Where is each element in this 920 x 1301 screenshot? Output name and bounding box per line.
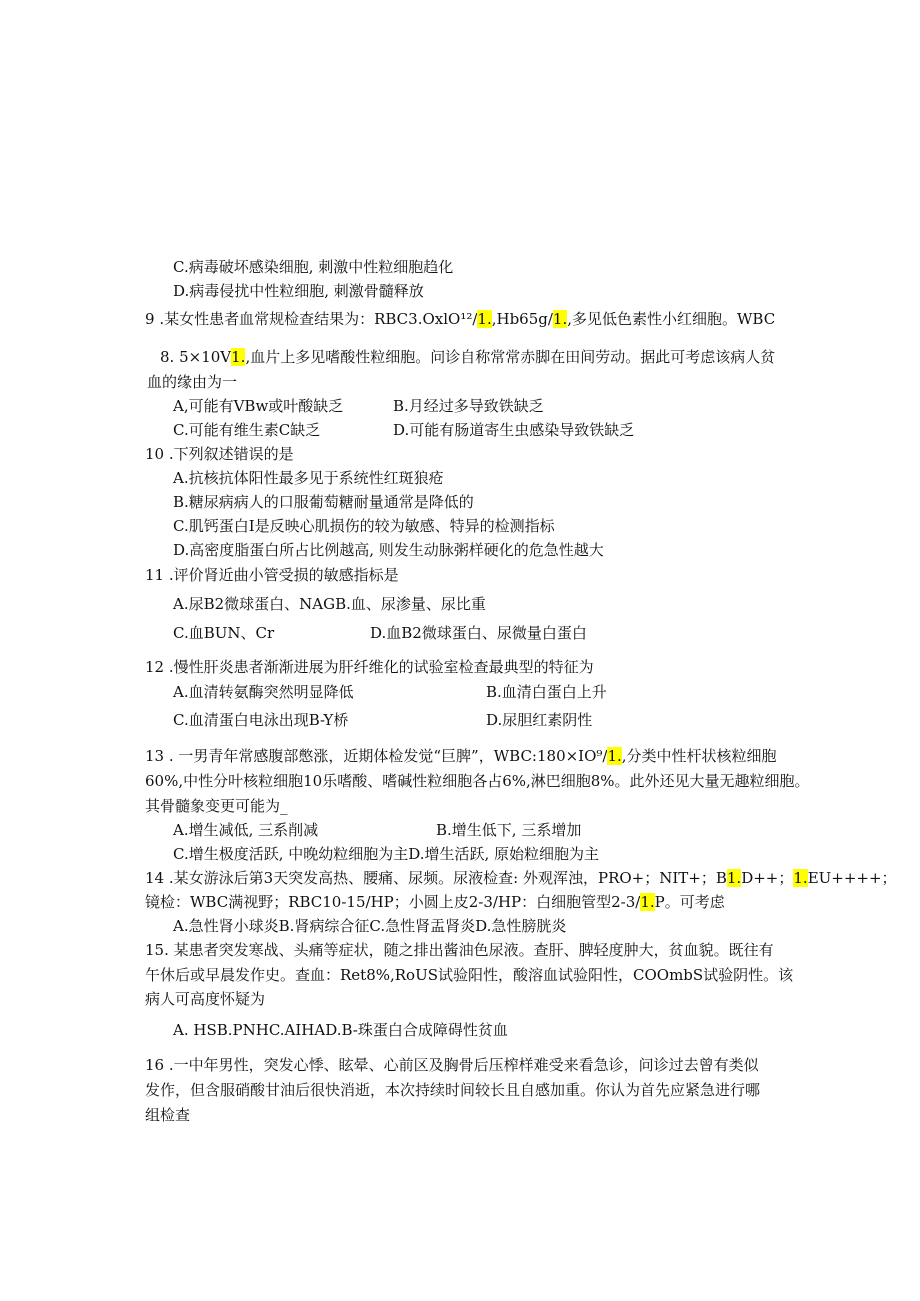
question-number: 9 [145, 310, 155, 328]
question-text: 8. 5×10V [160, 348, 232, 366]
question-15-cont2: 病人可高度怀疑为 [145, 990, 266, 1008]
option-13a: A.增生减低, 三系削减 [173, 821, 319, 839]
question-text: D++； [741, 869, 794, 887]
question-16-cont: 发作，但含服硝酸甘油后很快消逝，本次持续时间较长且自感加重。你认为首先应紧急进行哪 [145, 1081, 761, 1099]
option-8d: D.可能有肠道寄生虫感染导致铁缺乏 [393, 421, 635, 439]
question-text: ,分类中性杆状核粒细胞 [621, 747, 777, 765]
option-15: A. HSB.PNHC.AIHAD.B-珠蛋白合成障碍性贫血 [173, 1021, 508, 1039]
question-15: 15. 某患者突发寒战、头痛等症状，随之排出酱油色尿液。查肝、脾轻度肿大，贫血貌。既往有 [145, 941, 774, 959]
option-11ab: A.尿B2微球蛋白、NAGB.血、尿渗量、尿比重 [173, 595, 486, 613]
option-13b: B.增生低下, 三系增加 [436, 821, 582, 839]
option-12c: C.血清蛋白电泳出现B-Y桥 [173, 711, 349, 729]
question-text: .某女性患者血常规检查结果为：RBC3.OxlO¹²/ [154, 310, 478, 328]
question-text: 镜检：WBC满视野；RBC10-15/HP；小圆上皮2-3/HP：白细胞管型2-3/ [145, 893, 641, 911]
question-13 [145, 745, 777, 767]
option-13cd: C.增生极度活跃, 中晚幼粒细胞为主D.增生活跃, 原始粒细胞为主 [173, 845, 600, 863]
question-text: 14 .某女游泳后第3天突发高热、腰痛、尿频。尿液检查: 外观浑浊，PRO+；NIT+；B [145, 869, 727, 887]
option-8b: B.月经过多导致铁缺乏 [393, 397, 544, 415]
option-c-line: C.病毒破坏感染细胞, 刺激中性粒细胞趋化 [173, 258, 454, 276]
question-16: 16 .一中年男性，突发心悸、眩晕、心前区及胸骨后压榨样难受来看急诊，问诊过去曾有类似 [145, 1056, 759, 1074]
highlight: 1. [231, 348, 246, 366]
question-text: 13 . 一男青年常感腹部憋涨，近期体检发觉“巨脾”，WBC:180×IO⁹/ [145, 747, 608, 765]
question-13-cont: 60%,中性分叶核粒细胞10乐嗜酸、嗜碱性粒细胞各占6%,淋巴细胞8%。此外还见大量无趣粒细胞。 [145, 772, 810, 790]
option-10c: C.肌钙蛋白I是反映心肌损伤的较为敏感、特异的检测指标 [173, 517, 555, 535]
highlight: 1. [477, 310, 492, 328]
option-8c: C.可能有维生素C缺乏 [173, 421, 321, 439]
question-13-cont2: 其骨髓象变更可能为_ [145, 797, 288, 815]
question-12: 12 .慢性肝炎患者渐渐进展为肝纤维化的试验室检查最典型的特征为 [145, 658, 594, 676]
question-14 [145, 867, 897, 889]
highlight: 1. [793, 869, 808, 887]
option-10a: A.抗核抗体阳性最多见于系统性红斑狼疮 [173, 469, 444, 487]
option-11d: D.血B2微球蛋白、尿微量白蛋白 [370, 624, 587, 642]
highlight: 1. [726, 869, 742, 887]
question-15-cont: 午休后或早晨发作史。查血：Ret8%,RoUS试验阳性，酸溶血试验阳性，COOmbS试验阴性。该 [145, 966, 794, 984]
option-10b: B.糖尿病病人的口服葡萄糖耐量通常是降低的 [173, 493, 474, 511]
highlight: 1. [640, 893, 655, 911]
question-8 [160, 346, 775, 368]
question-10: 10 .下列叙述错误的是 [145, 445, 294, 463]
question-8-cont: 血的缘由为一 [147, 373, 238, 391]
question-text: ,血片上多见嗜酸性粒细胞。问诊自称常常赤脚在田间劳动。据此可考虑该病人贫 [245, 348, 776, 366]
question-14-cont [145, 891, 725, 913]
question-11: 11 .评价肾近曲小管受损的敏感指标是 [145, 566, 399, 584]
question-text: ,多见低色素性小红细胞。WBC [567, 310, 776, 328]
question-16-cont2: 组检查 [145, 1106, 191, 1124]
option-8a: A,可能有VBw或叶酸缺乏 [173, 397, 344, 415]
option-10d: D.高密度脂蛋白所占比例越高, 则发生动脉粥样硬化的危急性越大 [173, 541, 604, 559]
option-12a: A.血清转氨酶突然明显降低 [173, 683, 354, 701]
question-text: ,Hb65g/ [491, 310, 553, 328]
highlight: 1. [552, 310, 568, 328]
option-12d: D.尿胆红素阴性 [486, 711, 593, 729]
option-12b: B.血清白蛋白上升 [486, 683, 607, 701]
question-text: EU++++； [807, 869, 897, 887]
question-text: P。可考虑 [654, 893, 725, 911]
question-9 [145, 308, 775, 330]
option-11c: C.血BUN、Cr [173, 624, 275, 642]
option-d-line: D.病毒侵扰中性粒细胞, 刺激骨髓释放 [173, 282, 424, 300]
option-14: A.急性肾小球炎B.肾病综合征C.急性肾盂肾炎D.急性膀胱炎 [173, 917, 567, 935]
highlight: 1. [607, 747, 622, 765]
